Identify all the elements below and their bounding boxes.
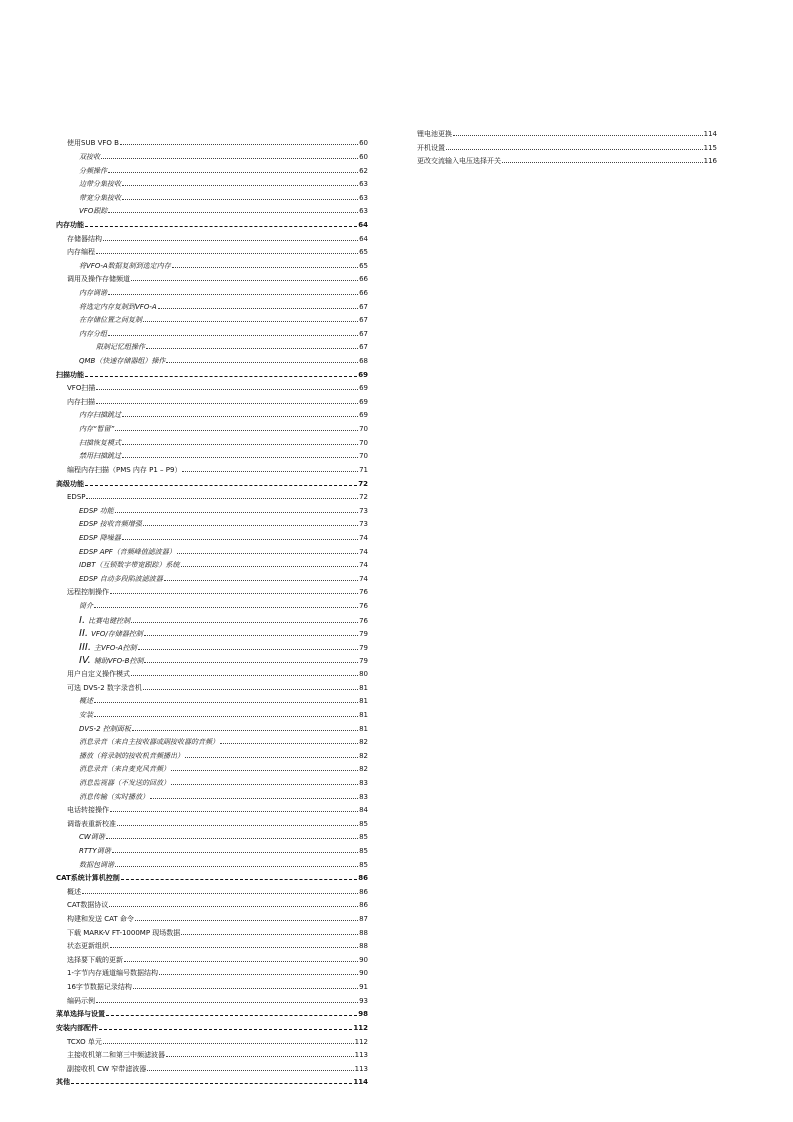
toc-entry-page-number: 64 — [358, 220, 368, 229]
toc-entry-page-number: 88 — [359, 942, 368, 951]
dot-leader — [144, 635, 358, 636]
dot-leader — [131, 622, 358, 623]
toc-entry — [56, 818, 368, 832]
toc-entry-title: 调用及操作存储频道 — [67, 275, 130, 284]
toc-entry-page-number: 72 — [358, 479, 368, 488]
toc-entry — [56, 532, 368, 546]
toc-entry — [56, 301, 368, 315]
toc-entry-page-number: 81 — [359, 724, 368, 733]
dot-leader — [143, 525, 358, 526]
toc-entry — [56, 954, 368, 968]
toc-entry-title: EDSP 接收音频增强 — [79, 520, 142, 529]
dot-leader — [446, 149, 703, 150]
toc-entry-title: 消息录音（来自麦克风音频） — [79, 765, 170, 774]
toc-entry-page-number: 67 — [359, 316, 368, 325]
toc-entry — [56, 668, 368, 682]
dot-leader — [85, 226, 357, 227]
toc-entry-title: 安装 — [79, 710, 93, 719]
toc-entry — [56, 341, 368, 355]
dot-leader — [122, 539, 358, 540]
toc-section-heading — [56, 1022, 368, 1036]
toc-entry — [56, 709, 368, 723]
toc-entry — [56, 1036, 368, 1050]
toc-entry-title: EDSP 功能 — [79, 506, 114, 515]
toc-entry-page-number: 62 — [359, 166, 368, 175]
toc-entry-title: 状态更新组织 — [67, 942, 109, 951]
toc-entry-title: 数据包调谐 — [79, 860, 114, 869]
toc-entry-page-number: 84 — [359, 806, 368, 815]
toc-entry — [56, 831, 368, 845]
dot-leader — [109, 906, 358, 907]
toc-entry-title: 副接收机 CW 窄带滤波器 — [67, 1064, 147, 1073]
toc-entry-title: 编程内存扫描（PMS 内存 P1 – P9） — [67, 465, 182, 474]
dot-leader — [115, 866, 358, 867]
roman-numeral: IV. — [79, 655, 91, 667]
dot-leader — [115, 430, 358, 431]
toc-entry — [56, 967, 368, 981]
dot-leader — [85, 485, 357, 486]
toc-entry-title: 锂电池更换 — [417, 130, 452, 139]
toc-entry — [56, 600, 368, 614]
toc-entry — [56, 151, 368, 165]
toc-entry-title: 分频操作 — [79, 166, 107, 175]
toc-entry — [56, 450, 368, 464]
toc-entry-title: 下载 MARK-V FT-1000MP 现场数据 — [67, 928, 181, 937]
toc-column-left — [56, 137, 368, 1090]
toc-entry-page-number: 63 — [359, 207, 368, 216]
toc-entry — [56, 273, 368, 287]
toc-entry-page-number: 112 — [354, 1037, 368, 1046]
roman-numeral: I. — [79, 614, 86, 626]
toc-entry-title: 内存扫描 — [67, 397, 95, 406]
toc-entry-page-number: 66 — [359, 289, 368, 297]
toc-entry-title: 播放（将录制的接收机音频播出） — [79, 751, 184, 760]
dot-leader — [94, 607, 358, 608]
toc-entry — [56, 355, 368, 369]
toc-entry — [56, 763, 368, 777]
toc-entry — [406, 142, 717, 156]
toc-entry-title: 主VFO-A控制 — [94, 643, 137, 652]
toc-entry-page-number: 79 — [359, 657, 368, 666]
toc-entry-title: 内存功能 — [56, 220, 84, 229]
toc-entry — [56, 804, 368, 818]
toc-entry-page-number: 81 — [359, 683, 368, 692]
toc-entry — [56, 695, 368, 709]
toc-entry — [56, 777, 368, 791]
toc-entry-page-number: 72 — [359, 493, 368, 502]
dot-leader — [110, 593, 358, 594]
toc-entry-title: 将选定内存复制到VFO-A — [79, 302, 157, 311]
toc-entry — [56, 1049, 368, 1063]
dot-leader — [122, 416, 358, 417]
toc-entry — [56, 940, 368, 954]
dot-leader — [171, 784, 358, 785]
dot-leader — [171, 770, 358, 771]
dot-leader — [121, 879, 357, 880]
toc-entry-title: 限制记忆组操作 — [96, 343, 145, 352]
toc-entry — [56, 886, 368, 900]
toc-entry-title: 存储器结构 — [67, 234, 102, 243]
toc-entry — [56, 995, 368, 1009]
toc-entry-page-number: 85 — [359, 846, 368, 855]
toc-entry-title: 简介 — [79, 602, 93, 611]
dot-leader — [144, 662, 358, 663]
toc-entry-page-number: 114 — [703, 130, 717, 139]
toc-entry-page-number: 68 — [359, 357, 368, 366]
dot-leader — [147, 1070, 353, 1071]
dot-leader — [138, 649, 358, 650]
toc-entry — [56, 505, 368, 519]
toc-section-heading — [56, 1076, 368, 1090]
toc-entry-title: 禁用扫描跳过 — [79, 452, 121, 461]
toc-entry-page-number: 90 — [359, 969, 368, 978]
toc-entry-page-number: 74 — [359, 547, 368, 556]
dot-leader — [453, 135, 703, 136]
toc-entry-title: TCXO 单元 — [67, 1037, 102, 1046]
dot-leader — [108, 335, 358, 336]
toc-entry — [56, 627, 368, 641]
toc-entry-page-number: 81 — [359, 710, 368, 719]
toc-entry — [56, 1063, 368, 1077]
toc-entry-title: 消息录音（来自主接收器或副接收器的音频） — [79, 738, 219, 747]
toc-entry-title: CAT系统计算机控制 — [56, 874, 120, 883]
dot-leader — [117, 825, 358, 826]
toc-entry-page-number: 70 — [359, 438, 368, 447]
dot-leader — [110, 947, 358, 948]
toc-entry — [56, 614, 368, 628]
dot-leader — [122, 457, 358, 458]
dot-leader — [86, 498, 358, 499]
toc-entry-page-number: 115 — [703, 143, 717, 152]
dot-leader — [135, 920, 358, 921]
dot-leader — [172, 267, 358, 268]
toc-entry-title: 内存分组 — [79, 329, 107, 338]
toc-entry-page-number: 116 — [703, 157, 717, 166]
roman-numeral: II. — [79, 628, 89, 640]
toc-entry-page-number: 83 — [359, 778, 368, 787]
toc-entry-title: VFO/存储器控制 — [91, 630, 143, 639]
toc-section-heading — [56, 369, 368, 383]
dot-leader — [166, 1056, 354, 1057]
toc-entry-page-number: 60 — [359, 152, 368, 161]
toc-entry-title: EDSP 自动多段陷波滤波器 — [79, 574, 163, 583]
toc-entry-page-number: 70 — [359, 425, 368, 434]
toc-entry-page-number: 112 — [353, 1023, 368, 1032]
toc-entry-title: VFO跟踪 — [79, 207, 108, 216]
dot-leader — [108, 212, 358, 213]
toc-entry-page-number: 79 — [359, 643, 368, 652]
toc-entry-page-number: 91 — [359, 983, 368, 992]
toc-entry — [56, 573, 368, 587]
toc-entry-page-number: 63 — [359, 180, 368, 189]
toc-entry-page-number: 85 — [359, 833, 368, 842]
roman-numeral: III. — [79, 641, 92, 653]
toc-entry — [56, 913, 368, 927]
toc-entry-title: 双接收 — [79, 152, 100, 161]
toc-entry-title: 开机设置 — [417, 143, 445, 152]
toc-entry-title: 概述 — [79, 697, 93, 706]
toc-entry-title: 高级功能 — [56, 479, 84, 488]
toc-entry — [56, 409, 368, 423]
toc-entry-title: 可选 DVS-2 数字录音机 — [67, 683, 142, 692]
dot-leader — [143, 689, 358, 690]
toc-entry-title: 内存“暂留” — [79, 425, 115, 434]
toc-entry-page-number: 65 — [359, 261, 368, 270]
toc-entry — [56, 791, 368, 805]
toc-entry-title: 消息监视器（不发送的回放） — [79, 778, 170, 787]
dot-leader — [96, 253, 358, 254]
toc-entry-page-number: 76 — [359, 602, 368, 611]
toc-section-heading — [56, 1008, 368, 1022]
dot-leader — [112, 852, 358, 853]
toc-entry — [56, 859, 368, 873]
dot-leader — [131, 675, 358, 676]
dot-leader — [115, 512, 358, 513]
toc-entry-title: EDSP 降噪器 — [79, 533, 121, 542]
dot-leader — [82, 893, 358, 894]
toc-entry-title: 使用SUB VFO B — [67, 139, 119, 148]
dot-leader — [182, 471, 358, 472]
toc-entry-page-number: 65 — [359, 248, 368, 257]
toc-entry-page-number: 60 — [359, 139, 368, 148]
dot-leader — [185, 757, 358, 758]
toc-entry-title: CAT数据协议 — [67, 901, 109, 910]
toc-entry-title: 内存扫描跳过 — [79, 411, 121, 420]
toc-entry-title: 安装内部配件 — [56, 1023, 98, 1032]
dot-leader — [143, 321, 358, 322]
toc-entry — [56, 192, 368, 206]
dot-leader — [181, 566, 359, 567]
toc-section-heading — [56, 872, 368, 886]
toc-entry-page-number: 66 — [359, 275, 368, 284]
dot-leader — [122, 444, 358, 445]
toc-entry — [56, 736, 368, 750]
toc-entry — [406, 128, 717, 142]
toc-entry — [56, 246, 368, 260]
toc-entry-title: 扫描功能 — [56, 370, 84, 379]
toc-entry — [406, 155, 717, 169]
toc-entry — [56, 178, 368, 192]
dot-leader — [94, 716, 358, 717]
dot-leader — [96, 1002, 358, 1003]
dot-leader — [106, 838, 358, 839]
toc-entry-title: CW调谐 — [79, 833, 105, 842]
dot-leader — [106, 1015, 357, 1016]
toc-entry-title: 主接收机第二和第三中频滤波器 — [67, 1051, 165, 1060]
toc-entry-page-number: 86 — [358, 874, 368, 883]
toc-entry — [56, 981, 368, 995]
dot-leader — [124, 961, 358, 962]
toc-entry-page-number: 69 — [358, 370, 368, 379]
dot-leader — [120, 144, 358, 145]
toc-entry — [56, 491, 368, 505]
toc-entry-page-number: 82 — [359, 751, 368, 760]
toc-entry — [56, 927, 368, 941]
toc-entry — [56, 205, 368, 219]
toc-entry-title: 比赛电键控制 — [88, 616, 131, 625]
toc-entry-page-number: 74 — [359, 561, 368, 570]
toc-entry-page-number: 98 — [358, 1010, 368, 1019]
toc-entry — [56, 723, 368, 737]
toc-entry-title: RTTY调谐 — [79, 846, 111, 855]
toc-entry-title: 辅助VFO-B控制 — [93, 657, 144, 666]
toc-entry — [56, 641, 368, 655]
toc-column-right — [406, 128, 717, 169]
dot-leader — [164, 580, 358, 581]
dot-leader — [108, 172, 358, 173]
toc-entry — [56, 546, 368, 560]
toc-entry-title: 调谐表重新校准 — [67, 819, 116, 828]
toc-entry-title: 将VFO-A数据复制到选定内存 — [79, 261, 171, 270]
toc-entry-page-number: 80 — [359, 670, 368, 679]
toc-entry — [56, 899, 368, 913]
toc-entry-title: 消息传输（实时播放） — [79, 792, 149, 801]
toc-entry-page-number: 74 — [359, 574, 368, 583]
toc-entry-title: 1-字节内存通道编号数据结构 — [67, 969, 158, 978]
toc-entry-page-number: 79 — [359, 630, 368, 639]
dot-leader — [110, 811, 358, 812]
toc-entry-title: 其他 — [56, 1078, 70, 1087]
toc-entry-title: IDBT（互锁数字带宽跟踪）系统 — [79, 561, 180, 570]
toc-entry — [56, 260, 368, 274]
toc-entry-page-number: 70 — [359, 452, 368, 461]
dot-leader — [108, 294, 358, 295]
toc-entry — [56, 654, 368, 668]
toc-entry-title: 带宽分集接收 — [79, 193, 121, 202]
toc-entry — [56, 423, 368, 437]
dot-leader — [96, 389, 358, 390]
toc-entry-title: 远程控制操作 — [67, 588, 109, 597]
dot-leader — [122, 185, 358, 186]
toc-entry-page-number: 83 — [359, 792, 368, 801]
toc-entry-page-number: 93 — [359, 996, 368, 1005]
toc-entry-title: 16字节数据记录结构 — [67, 983, 132, 992]
dot-leader — [131, 280, 358, 281]
dot-leader — [181, 934, 358, 935]
toc-entry-page-number: 69 — [359, 397, 368, 406]
dot-leader — [502, 162, 703, 163]
toc-entry-page-number: 85 — [359, 860, 368, 869]
toc-entry — [56, 328, 368, 342]
dot-leader — [103, 1043, 354, 1044]
toc-entry-page-number: 76 — [359, 588, 368, 597]
toc-entry-page-number: 67 — [359, 343, 368, 352]
toc-entry — [56, 314, 368, 328]
toc-entry-page-number: 114 — [353, 1078, 368, 1087]
toc-entry-page-number: 63 — [359, 193, 368, 202]
toc-entry-page-number: 113 — [354, 1064, 368, 1073]
toc-entry-title: 概述 — [67, 887, 81, 896]
toc-entry-title: QMB（快速存储器组）操作 — [79, 357, 166, 366]
dot-leader — [122, 199, 358, 200]
toc-entry — [56, 382, 368, 396]
toc-entry-title: 在存储位置之间复制 — [79, 316, 142, 325]
toc-entry-page-number: 87 — [359, 915, 368, 924]
toc-entry-page-number: 71 — [359, 465, 368, 474]
toc-entry-page-number: 113 — [354, 1051, 368, 1060]
toc-entry — [56, 437, 368, 451]
toc-entry-page-number: 73 — [359, 520, 368, 529]
dot-leader — [150, 798, 358, 799]
toc-entry-title: 内存调谐 — [79, 289, 107, 297]
toc-entry-title: DVS-2 控制面板 — [79, 724, 131, 733]
dot-leader — [85, 376, 357, 377]
toc-entry-page-number: 85 — [359, 819, 368, 828]
toc-entry-title: 扫描恢复模式 — [79, 438, 121, 447]
toc-entry-page-number: 67 — [359, 302, 368, 311]
toc-entry-page-number: 82 — [359, 738, 368, 747]
toc-entry-page-number: 74 — [359, 533, 368, 542]
dot-leader — [101, 158, 358, 159]
toc-entry — [56, 845, 368, 859]
toc-entry-title: 内存编程 — [67, 248, 95, 257]
dot-leader — [146, 348, 358, 349]
toc-entry — [56, 518, 368, 532]
toc-entry — [56, 233, 368, 247]
dot-leader — [133, 988, 358, 989]
toc-entry-page-number: 82 — [359, 765, 368, 774]
toc-entry-title: EDSP APF（音频峰值滤波器） — [79, 547, 176, 556]
toc-entry-page-number: 64 — [359, 234, 368, 243]
toc-entry-page-number: 86 — [359, 901, 368, 910]
toc-entry — [56, 750, 368, 764]
dot-leader — [220, 743, 358, 744]
toc-entry — [56, 137, 368, 151]
toc-entry-title: 选择要下载的更新 — [67, 955, 123, 964]
toc-entry — [56, 287, 368, 301]
toc-entry-title: 构建和发送 CAT 命令 — [67, 915, 134, 924]
toc-entry-title: VFO扫描 — [67, 384, 96, 393]
toc-entry-title: 电话转接操作 — [67, 806, 109, 815]
toc-entry — [56, 396, 368, 410]
toc-entry-page-number: 76 — [359, 616, 368, 625]
toc-entry-title: 更改交流输入电压选择开关 — [417, 157, 501, 166]
toc-entry — [56, 586, 368, 600]
toc-entry-page-number: 69 — [359, 411, 368, 420]
dot-leader — [166, 362, 358, 363]
toc-section-heading — [56, 219, 368, 233]
toc-entry-title: 用户自定义操作模式 — [67, 670, 130, 679]
toc-entry — [56, 464, 368, 478]
dot-leader — [96, 403, 358, 404]
toc-entry-page-number: 73 — [359, 506, 368, 515]
dot-leader — [94, 702, 358, 703]
dot-leader — [103, 240, 358, 241]
toc-entry-page-number: 86 — [359, 887, 368, 896]
toc-section-heading — [56, 478, 368, 492]
toc-entry-title: 编码示例 — [67, 996, 95, 1005]
toc-entry-title: 边带分集接收 — [79, 180, 121, 189]
dot-leader — [99, 1029, 352, 1030]
dot-leader — [158, 308, 358, 309]
toc-entry — [56, 165, 368, 179]
toc-entry-page-number: 69 — [359, 384, 368, 393]
dot-leader — [159, 974, 358, 975]
toc-entry-page-number: 88 — [359, 928, 368, 937]
toc-entry-title: 菜单选择与设置 — [56, 1010, 105, 1019]
dot-leader — [132, 730, 358, 731]
toc-entry-page-number: 90 — [359, 955, 368, 964]
toc-entry-title: EDSP — [67, 493, 86, 502]
toc-entry-page-number: 81 — [359, 697, 368, 706]
toc-entry — [56, 682, 368, 696]
toc-entry — [56, 559, 368, 573]
dot-leader — [71, 1083, 352, 1084]
toc-entry-page-number: 67 — [359, 329, 368, 338]
dot-leader — [177, 553, 358, 554]
